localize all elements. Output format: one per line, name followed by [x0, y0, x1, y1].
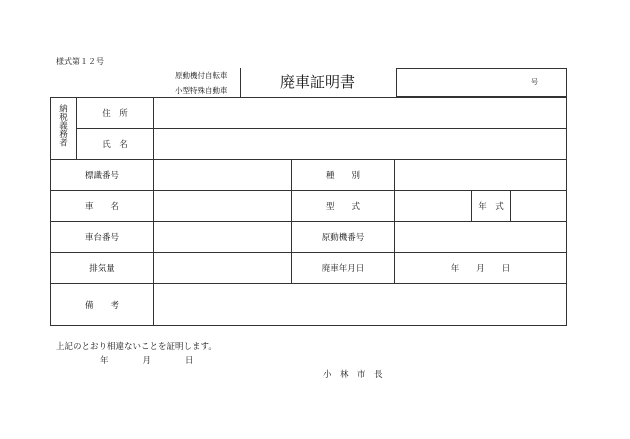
scrap-date-label: 廃車年月日 [321, 264, 365, 274]
chassis-number-label: 車台番号 [84, 233, 119, 243]
issuer-name: 小 林 市 長 [323, 370, 383, 380]
address-label: 住 所 [102, 109, 128, 119]
year-label: 年 式 [478, 202, 504, 212]
vehicle-type-moped: 原動機付自転車 [175, 71, 228, 80]
scrap-date-value: 年 月 日 [450, 264, 511, 274]
form-number: 様式第１２号 [56, 57, 104, 66]
vehicle-name-label: 車 名 [84, 202, 119, 212]
number-suffix: 号 [531, 78, 538, 86]
vehicle-type-small-special: 小型特殊自動車 [175, 86, 228, 95]
displacement-label: 排気量 [89, 264, 115, 274]
remarks-label: 備 考 [84, 300, 119, 311]
issue-date: 年 月 日 [100, 356, 194, 366]
certificate-number-box [396, 68, 567, 97]
col-line [510, 190, 511, 221]
model-label: 型 式 [325, 202, 360, 212]
plate-number-label: 標識番号 [84, 171, 119, 181]
page-title: 廃車証明書 [280, 73, 356, 91]
engine-number-label: 原動機番号 [321, 233, 365, 243]
taxpayer-label: 納税義務者 [57, 104, 68, 147]
name-label: 氏 名 [102, 140, 128, 150]
category-label: 種 別 [325, 171, 360, 181]
certify-statement: 上記のとおり相違ないことを証明します。 [56, 342, 217, 352]
header-divider [240, 68, 241, 97]
col-line [153, 97, 154, 326]
